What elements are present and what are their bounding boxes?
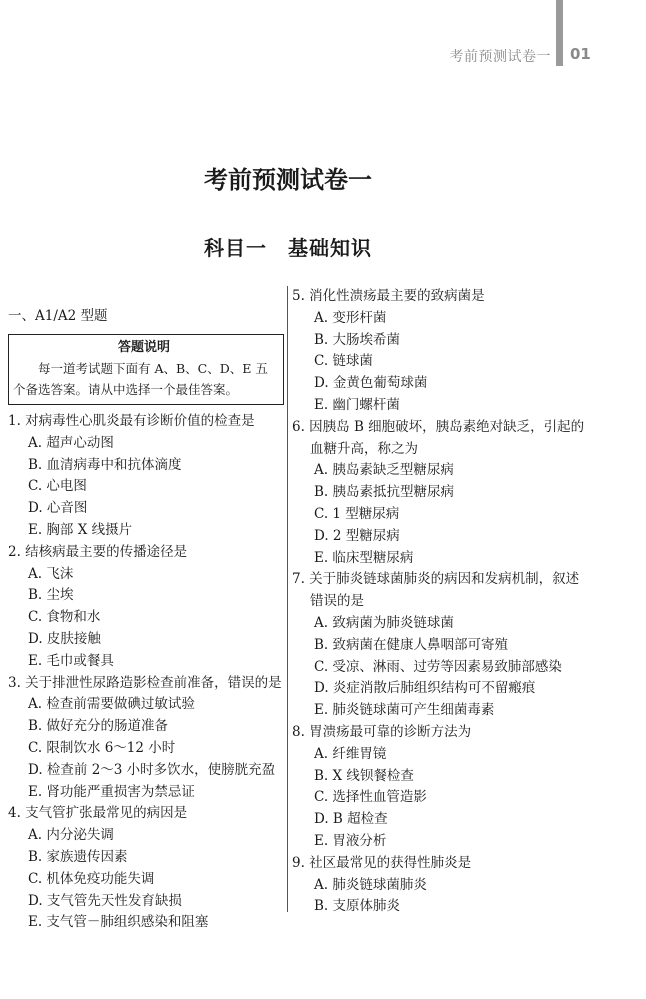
answer-option: C. 机体免疫功能失调: [28, 870, 155, 887]
question-item: [8, 542, 284, 673]
answer-option: A. 致病菌为肺炎链球菌: [314, 614, 454, 631]
answer-option: D. B 超检查: [314, 811, 388, 828]
header-accent-bar: [556, 0, 563, 66]
answer-option: A. 检查前需要做碘过敏试验: [28, 696, 195, 713]
answer-option: C. 受凉、淋雨、过劳等因素易致肺部感染: [314, 658, 562, 675]
answer-option: B. 支原体肺炎: [314, 898, 401, 915]
answer-option: C. 限制饮水 6～12 小时: [28, 739, 176, 756]
answer-option: A. 肺炎链球菌肺炎: [314, 876, 427, 893]
answer-option: B. 家族遗传因素: [28, 848, 128, 865]
answer-option: D. 心音图: [28, 500, 88, 517]
left-column: [8, 306, 284, 934]
question-stem: 4. 支气管扩张最常见的病因是: [8, 805, 188, 822]
answer-option: C. 选择性血管造影: [314, 789, 427, 806]
question-stem: 6. 因胰岛 B 细胞破坏，胰岛素绝对缺乏，引起的血糖升高，称之为: [292, 418, 585, 457]
answer-option: D. 金黄色葡萄球菌: [314, 375, 428, 392]
instructions-body: 每一道考试题下面有 A、B、C、D、E 五个备选答案。请从中选择一个最佳答案。: [13, 361, 268, 397]
question-stem: 8. 胃溃疡最可靠的诊断方法为: [292, 723, 472, 740]
answer-option: D. 支气管先天性发育缺损: [28, 892, 182, 909]
page-number: 01: [570, 45, 591, 63]
instructions-title: 答题说明: [117, 340, 170, 355]
running-header-title: 考前预测试卷一: [449, 49, 551, 65]
answer-option: B. X 线钡餐检查: [314, 767, 414, 784]
answer-option: A. 胰岛素缺乏型糖尿病: [314, 462, 454, 479]
answer-option: E. 肺炎链球菌可产生细菌毒素: [314, 702, 495, 719]
question-item: [8, 803, 284, 934]
answer-option: E. 胃液分析: [314, 832, 387, 849]
question-item: [292, 853, 592, 918]
question-stem: 5. 消化性溃疡最主要的致病菌是: [292, 288, 485, 304]
subject-title: 科目一 基础知识: [204, 236, 372, 260]
answer-option: E. 支气管－肺组织感染和阻塞: [28, 914, 209, 931]
answer-option: D. 2 型糖尿病: [314, 527, 400, 544]
question-stem: 1. 对病毒性心肌炎最有诊断价值的检查是: [8, 413, 255, 429]
answer-option: C. 食物和水: [28, 609, 101, 626]
answer-option: A. 内分泌失调: [28, 827, 114, 844]
question-stem: 3. 关于排泄性尿路造影检查前准备，错误的是: [8, 674, 282, 691]
right-question-list: [292, 286, 592, 918]
answer-option: B. 胰岛素抵抗型糖尿病: [314, 484, 455, 501]
answer-option: D. 皮肤接触: [28, 630, 101, 647]
answer-option: E. 毛巾或餐具: [28, 652, 114, 669]
answer-option: C. 心电图: [28, 478, 87, 495]
question-item: [292, 417, 592, 570]
right-column: [292, 286, 592, 918]
answer-option: A. 超声心动图: [28, 434, 114, 451]
answer-option: A. 变形杆菌: [314, 309, 387, 326]
answer-option: B. 血清病毒中和抗体滴度: [28, 456, 182, 473]
question-stem: 9. 社区最常见的获得性肺炎是: [292, 854, 472, 871]
answer-option: B. 尘埃: [28, 587, 74, 604]
question-item: [8, 411, 284, 542]
question-item: [292, 569, 592, 722]
left-question-list: [8, 411, 284, 934]
answer-option: B. 做好充分的肠道准备: [28, 718, 169, 735]
column-divider: [287, 286, 288, 912]
question-item: [8, 673, 284, 804]
paper-title: 考前预测试卷一: [204, 165, 372, 194]
answer-option: C. 链球菌: [314, 353, 373, 370]
answer-option: E. 幽门螺杆菌: [314, 396, 400, 413]
question-stem: 2. 结核病最主要的传播途径是: [8, 543, 188, 560]
answer-option: C. 1 型糖尿病: [314, 505, 400, 522]
answer-option: E. 临床型糖尿病: [314, 549, 414, 566]
answer-option: D. 检查前 2～3 小时多饮水，使膀胱充盈: [28, 761, 276, 778]
answer-option: A. 飞沫: [28, 565, 74, 582]
answer-option: B. 致病菌在健康人鼻咽部可寄殖: [314, 636, 509, 653]
question-item: [292, 286, 592, 417]
question-item: [292, 722, 592, 853]
section-heading: 一、A1/A2 型题: [8, 308, 108, 324]
instructions-box: [8, 334, 284, 405]
question-stem: 7. 关于肺炎链球菌肺炎的病因和发病机制，叙述错误的是: [292, 571, 580, 610]
answer-option: D. 炎症消散后肺组织结构可不留瘢痕: [314, 680, 536, 697]
answer-option: A. 纤维胃镜: [314, 745, 387, 762]
answer-option: E. 胸部 X 线摄片: [28, 521, 133, 538]
answer-option: E. 肾功能严重损害为禁忌证: [28, 783, 195, 800]
answer-option: B. 大肠埃希菌: [314, 331, 401, 348]
